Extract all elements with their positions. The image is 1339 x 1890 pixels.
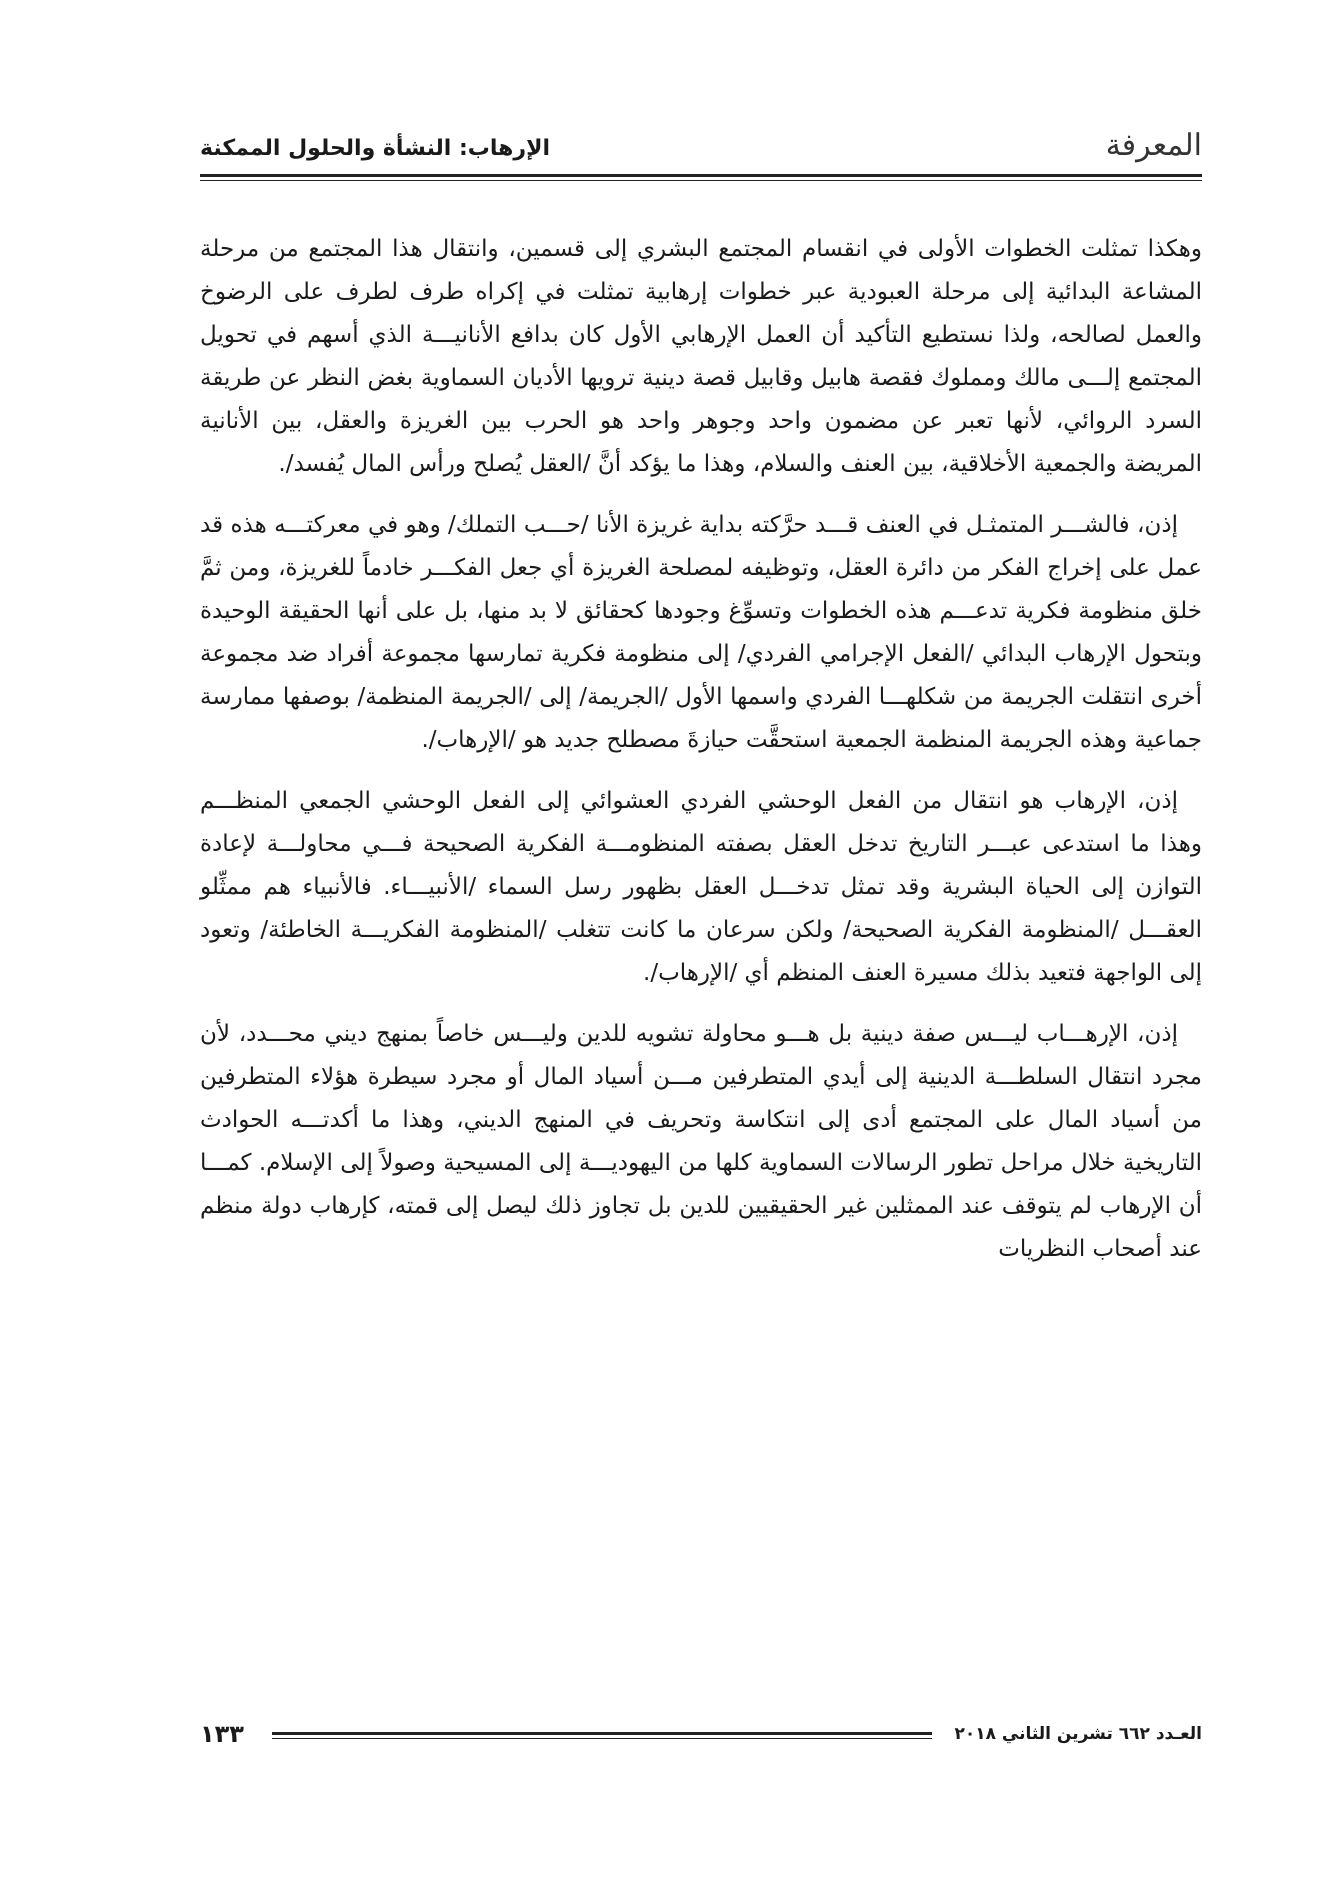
page-footer: [200, 1722, 1202, 1752]
page-header: [200, 122, 1202, 172]
paragraph: وهكذا تمثلت الخطوات الأولى في انقسام المجتمع البشري إلى قسمين، وانتقال هذا المجتمع من مرحلة المشاعة البدائية إلى مرحلة العبودية عبر خطوات إرهابية تمثلت في إكراه طرف لطرف على الرضوخ والعمل لصالحه، ولذا نستطيع التأكيد أن العمل الإرهابي الأول كان بدافع الأنانيـــة الذي أسهم في تحويل المجتمع إلـــى مالك ومملوك فقصة هابيل وقابيل قصة دينية ترويها الأديان السماوية بغض النظر عن طريقة السرد الروائي، لأنها تعبر عن مضمون واحد وجوهر واحد هو الحرب بين الغريزة والعقل، بين الأنانية المريضة والجمعية الأخلاقية، بين العنف والسلام، وهذا ما يؤكد أنَّ /العقل يُصلح ورأس المال يُفسد/.: [200, 236, 1202, 477]
footer-rule: [272, 1732, 932, 1742]
page-number: ١٣٣: [200, 1720, 244, 1748]
issue-info: العـدد ٦٦٢ تشرين الثاني ٢٠١٨: [954, 1724, 1202, 1744]
paragraph: إذن، الإرهاب هو انتقال من الفعل الوحشي الفردي العشوائي إلى الفعل الوحشي الجمعي المنظـــم وهذا ما استدعى عبـــر التاريخ تدخل العقل بصفته المنظومـــة الفكرية الصحيحة فـــي محاولـــة لإعادة التوازن إلى الحياة البشرية وقد تمثل تدخـــل العقل بظهور رسل السماء /الأنبيـــاء. فالأنبياء هم ممثِّلو العقـــل /المنظومة الفكرية الصحيحة/ ولكن سرعان ما كانت تتغلب /المنظومة الفكريـــة الخاطئة/ وتعود إلى الواجهة فتعيد بذلك مسيرة العنف المنظم أي /الإرهاب/.: [200, 788, 1202, 986]
header-rule-thin: [200, 180, 1202, 181]
paragraph: إذن، فالشـــر المتمثـل في العنف قـــد حرَّكته بداية غريزة الأنا /حـــب التملك/ وهو في معركتـــه هذه قد عمل على إخراج الفكر من دائرة العقل، وتوظيفه لمصلحة الغريزة أي جعل الفكـــر خادماً للغريزة، ومن ثمَّ خلق منظومة فكرية تدعـــم هذه الخطوات وتسوِّغ وجودها كحقائق لا بد منها، بل على أنها الحقيقة الوحيدة وبتحول الإرهاب البدائي /الفعل الإجرامي الفردي/ إلى منظومة فكرية تمارسها مجموعة أفراد ضد مجموعة أخرى انتقلت الجريمة من شكلهـــا الفردي واسمها الأول /الجريمة/ إلى /الجريمة المنظمة/ بوصفها ممارسة جماعية وهذه الجريمة المنظمة الجمعية استحقَّت حيازةَ مصطلح جديد هو /الإرهاب/.: [200, 512, 1202, 753]
header-rule: [200, 174, 1202, 177]
paragraph: إذن، الإرهـــاب ليـــس صفة دينية بل هـــو محاولة تشويه للدين وليـــس خاصاً بمنهج ديني محـــدد، لأن مجرد انتقال السلطـــة الدينية إلى أيدي المتطرفين مـــن أسياد المال أو مجرد سيطرة هؤلاء المتطرفين من أسياد المال على المجتمع أدى إلى انتكاسة وتحريف في المنهج الديني، وهذا ما أكدتـــه الحوادث التاريخية خلال مراحل تطور الرسالات السماوية كلها من اليهوديـــة إلى المسيحية وصولاً إلى الإسلام. كمـــا أن الإرهاب لم يتوقف عند الممثلين غير الحقيقيين للدين بل تجاوز ذلك ليصل إلى قمته، كإرهاب دولة منظم عند أصحاب النظريات: [200, 1021, 1202, 1262]
magazine-logo: المعرفة: [1105, 128, 1202, 163]
article-body: [200, 228, 1202, 1289]
article-running-title: الإرهاب: النشأة والحلول الممكنة: [200, 136, 551, 161]
